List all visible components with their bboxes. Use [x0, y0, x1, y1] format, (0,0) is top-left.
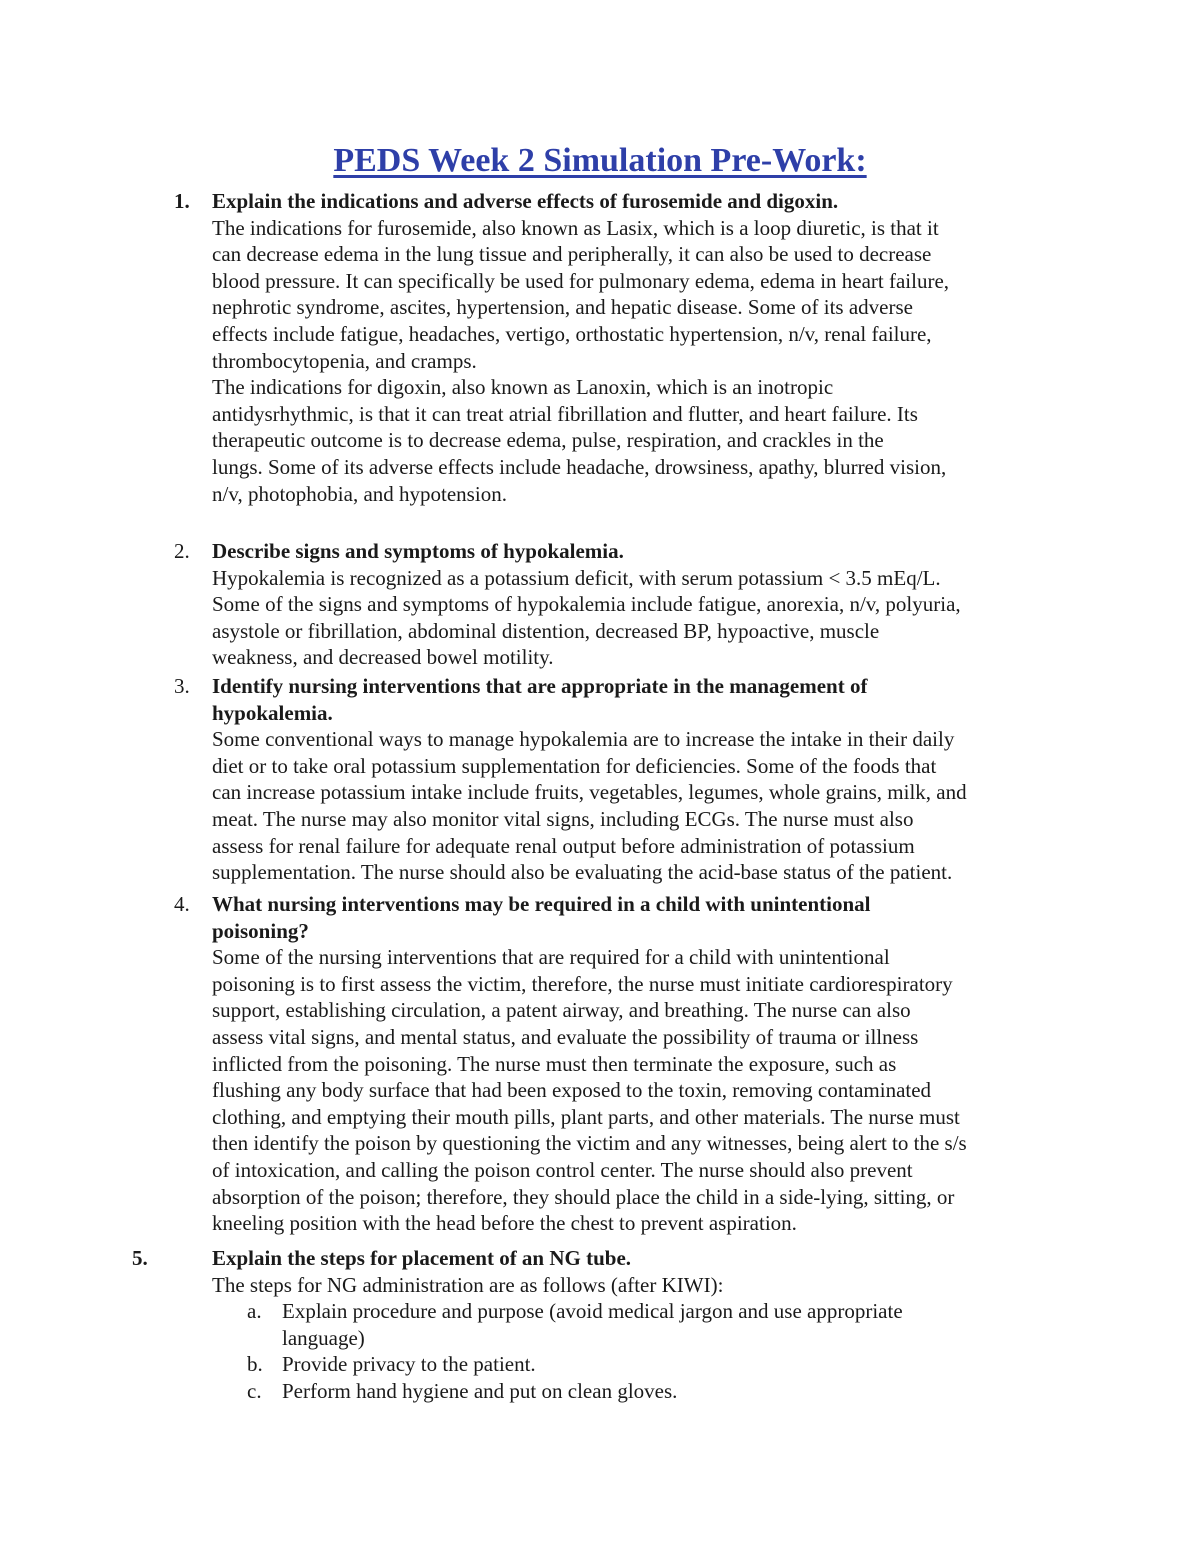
question-number: 3.: [174, 674, 190, 698]
answer-line: diet or to take oral potassium supplementation for deficiencies. Some of the foods that: [212, 753, 937, 778]
step-letter: a.: [247, 1299, 262, 1324]
answer-line: support, establishing circulation, a patent airway, and breathing. The nurse can also: [212, 998, 911, 1023]
question-1: [174, 188, 1072, 507]
answer-line: can decrease edema in the lung tissue and peripherally, it can also be used to decrease: [212, 242, 932, 267]
question-2: [174, 538, 1072, 671]
page-title: PEDS Week 2 Simulation Pre-Work:: [333, 142, 867, 179]
step-letter: c.: [247, 1378, 262, 1403]
answer-line: therapeutic outcome is to decrease edema, pulse, respiration, and crackles in the: [212, 428, 884, 453]
answer-line: n/v, photophobia, and hypotension.: [212, 481, 507, 506]
answer-line: clothing, and emptying their mouth pills, plant parts, and other materials. The nurse must: [212, 1104, 960, 1129]
answer-line: antidysrhythmic, is that it can treat atrial fibrillation and flutter, and heart failure. Its: [212, 401, 918, 426]
answer-line: of intoxication, and calling the poison control center. The nurse should also prevent: [212, 1157, 913, 1182]
answer-line: absorption of the poison; therefore, they should place the child in a side-lying, sitting, or: [212, 1184, 955, 1209]
question-heading-continued: hypokalemia.: [212, 700, 333, 725]
answer-line: effects include fatigue, headaches, vertigo, orthostatic hypertension, n/v, renal failure,: [212, 321, 932, 346]
answer-line: thrombocytopenia, and cramps.: [212, 348, 477, 373]
answer-line: can increase potassium intake include fruits, vegetables, legumes, whole grains, milk, and: [212, 780, 967, 805]
question-5: [132, 1245, 1072, 1405]
answer-line: poisoning is to first assess the victim, therefore, the nurse must initiate cardiorespiratory: [212, 971, 953, 996]
question-heading-continued: poisoning?: [212, 918, 309, 943]
answer-line: blood pressure. It can specifically be used for pulmonary edema, edema in heart failure,: [212, 268, 950, 293]
question-3: [174, 673, 1072, 886]
answer-line: Some of the signs and symptoms of hypokalemia include fatigue, anorexia, n/v, polyuria,: [212, 592, 961, 617]
question-heading: What nursing interventions may be required in a child with unintentional: [212, 892, 871, 916]
answer-line: meat. The nurse may also monitor vital signs, including ECGs. The nurse must also: [212, 806, 914, 831]
question-number: 1.: [174, 189, 190, 213]
step-text: Explain procedure and purpose (avoid medical jargon and use appropriate: [282, 1299, 903, 1324]
answer-line: The indications for digoxin, also known as Lanoxin, which is an inotropic: [212, 375, 834, 400]
answer-line: asystole or fibrillation, abdominal distention, decreased BP, hypoactive, muscle: [212, 618, 880, 643]
question-4: [174, 891, 1072, 1237]
step-item: [212, 1351, 1072, 1378]
step-item: [212, 1378, 1072, 1405]
answer-line: Hypokalemia is recognized as a potassium deficit, with serum potassium < 3.5 mEq/L.: [212, 565, 941, 590]
answer-line: Some conventional ways to manage hypokalemia are to increase the intake in their daily: [212, 727, 955, 752]
question-number: 2.: [174, 539, 190, 563]
answer-line: lungs. Some of its adverse effects include headache, drowsiness, apathy, blurred vision,: [212, 454, 947, 479]
step-text: Perform hand hygiene and put on clean gloves.: [282, 1378, 678, 1403]
question-heading: Describe signs and symptoms of hypokalemia.: [212, 539, 624, 563]
question-heading: Identify nursing interventions that are appropriate in the management of: [212, 674, 868, 698]
question-heading: Explain the indications and adverse effects of furosemide and digoxin.: [212, 189, 839, 213]
answer-line: Some of the nursing interventions that are required for a child with unintentional: [212, 945, 890, 970]
answer-line: The indications for furosemide, also known as Lasix, which is a loop diuretic, is that it: [212, 215, 939, 240]
step-text-continued: language): [282, 1325, 365, 1350]
answer-line: assess for renal failure for adequate renal output before administration of potassium: [212, 833, 915, 858]
step-item: [212, 1298, 1072, 1351]
answer-line: The steps for NG administration are as follows (after KIWI):: [212, 1272, 724, 1297]
answer-line: assess vital signs, and mental status, and evaluate the possibility of trauma or illness: [212, 1024, 919, 1049]
step-letter: b.: [247, 1352, 263, 1377]
step-text: Provide privacy to the patient.: [282, 1352, 536, 1377]
question-heading: Explain the steps for placement of an NG tube.: [212, 1246, 632, 1270]
answer-line: nephrotic syndrome, ascites, hypertension, and hepatic disease. Some of its adverse: [212, 295, 913, 320]
answer-line: then identify the poison by questioning the victim and any witnesses, being alert to the s/s: [212, 1131, 967, 1156]
question-number: 4.: [174, 892, 190, 916]
answer-line: inflicted from the poisoning. The nurse must then terminate the exposure, such as: [212, 1051, 897, 1076]
answer-line: flushing any body surface that had been exposed to the toxin, removing contaminated: [212, 1078, 932, 1103]
answer-line: supplementation. The nurse should also be evaluating the acid-base status of the patient.: [212, 860, 953, 885]
answer-line: weakness, and decreased bowel motility.: [212, 645, 554, 670]
answer-line: kneeling position with the head before the chest to prevent aspiration.: [212, 1211, 797, 1236]
question-number: 5.: [132, 1246, 148, 1270]
